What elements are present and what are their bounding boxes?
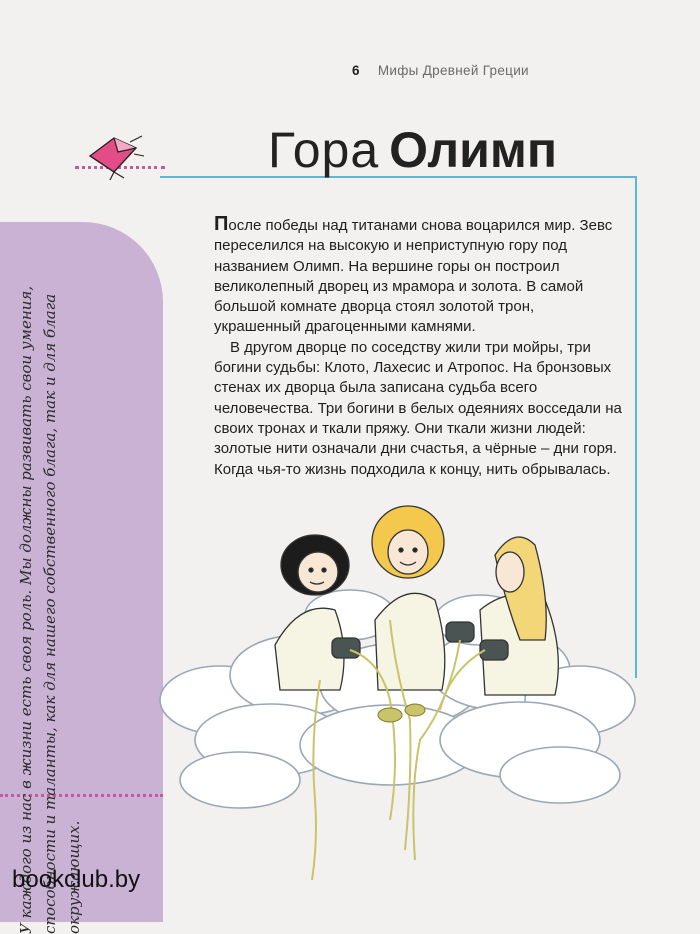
title-light: Гора: [268, 122, 380, 178]
site-label[interactable]: bookclub.by: [12, 866, 141, 893]
paragraph-1: [214, 214, 624, 338]
paragraph-1-text: осле победы над титанами снова воцарился мир. Зевс переселился на высокую и неприступную гору под названием Олимп. На вершине горы он построил великолепный дворец из мрамора и золота. В самой большой комнате дворца стоял золотой трон, украшенный драгоценными камнями.: [214, 217, 613, 336]
sidebar-quote: У каждого из нас в жизни есть своя роль. Мы должны развивать свои умения, способности и таланты, как для нашего собственного блага, так и для блага окружающих.: [17, 285, 83, 934]
pink-ribbon-icon: [84, 132, 148, 182]
page-header: [352, 63, 529, 78]
running-title: Мифы Древней Греции: [377, 63, 529, 78]
page-title: [268, 122, 557, 178]
body-text: [214, 214, 624, 480]
paragraph-2: В другом дворце по соседству жили три мойры, три богини судьбы: Клото, Лахесис и Атропос. На бронзовых стенах их дворца была записана судьба всего человечества. Три богини в белых одеяниях восседали на своих тронах и ткали пряжу. Они ткали жизни людей: золотые нити означали дни счастья, а чёрные – дни горя. Когда чья-то жизнь подходила к концу, нить обрывалась.: [214, 338, 622, 478]
three-moirai-spinning-illustration: [150, 500, 636, 890]
title-bold: Олимп: [389, 122, 558, 178]
page-number: 6: [352, 63, 360, 78]
dropcap: П: [214, 213, 229, 235]
